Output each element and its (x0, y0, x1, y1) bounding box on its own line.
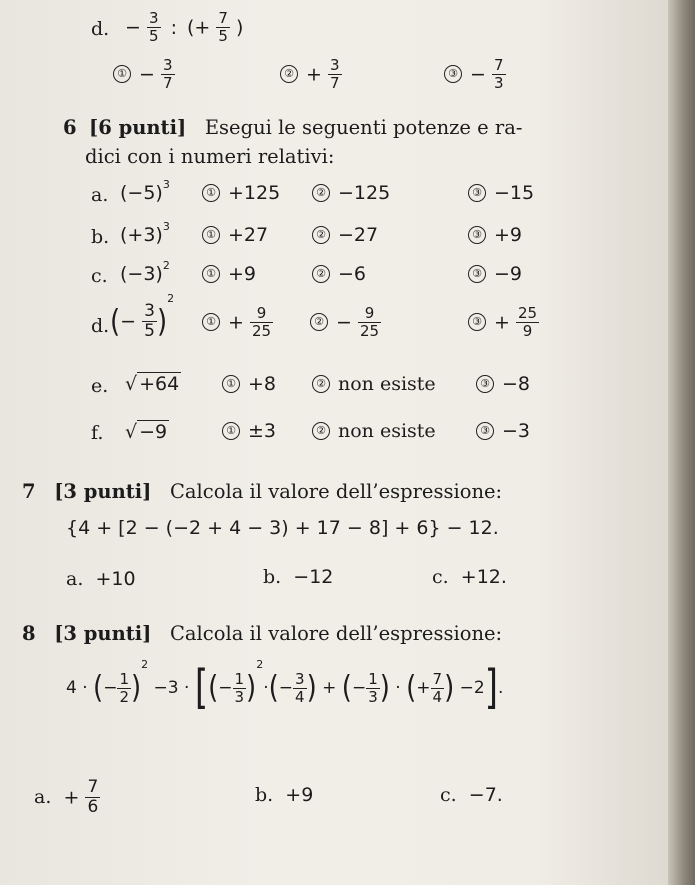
ex6d-option-2: ② − $\frac{9}{25}$ (310, 305, 381, 340)
ex7-expression: {4 + [2 − (−2 + 4 − 3) + 17 − 8] + 6} − 12. (66, 517, 499, 539)
ex5d-option-1: ① − $\frac{3}{7}$ (113, 57, 175, 92)
ex6c-option-1: ① +9 (202, 263, 256, 285)
ex5d-label: d. (91, 18, 110, 40)
ex6b-label: b. (91, 226, 110, 248)
ex6a-option-2: ② −125 (312, 182, 390, 204)
ex6b-option-1: ① +27 (202, 224, 268, 246)
ex7-answer-b: b. −12 (263, 566, 334, 588)
ex6e-option-1: ① +8 (222, 373, 276, 395)
ex6b-option-2: ② −27 (312, 224, 378, 246)
ex6b-expression: $(+3)^3$ (120, 220, 170, 246)
fraction: $\frac{3}{5}$ (148, 9, 159, 45)
ex7-answer-a: a. +10 (66, 568, 136, 590)
ex6c-option-2: ② −6 (312, 263, 366, 285)
ex6d-expression: (− $\frac{3}{5}$ )$^2$ (110, 292, 175, 341)
ex8-answer-c: c. −7. (440, 784, 503, 806)
ex6a-expression: $(-5)^3$ (120, 178, 170, 204)
ex6f-option-1: ① ±3 (222, 420, 276, 442)
ex6e-expression: √ +64 (125, 373, 180, 395)
ex7-heading: 7 [3 punti] Calcola il valore dell’espressione: (22, 480, 503, 503)
ex6e-option-3: ③ −8 (476, 373, 530, 395)
ex6f-label: f. (91, 422, 104, 444)
ex6-heading-cont: dici con i numeri relativi: (85, 145, 335, 168)
ex6c-expression: $(-3)^2$ (120, 259, 170, 285)
ex6d-option-1: ① + $\frac{9}{25}$ (202, 305, 273, 340)
ex6a-label: a. (91, 184, 109, 206)
ex6-heading: 6 [6 punti] Esegui le seguenti potenze e ra- (63, 116, 523, 139)
ex7-answer-c: c. +12. (432, 566, 507, 588)
ex6f-option-2: ② non esiste (312, 420, 436, 442)
page-edge (668, 0, 695, 885)
ex8-answer-b: b. +9 (255, 784, 314, 806)
ex6d-option-3: ③ + $\frac{25}{9}$ (468, 305, 539, 340)
ex8-answer-a: a. + $\frac{7}{6}$ (34, 777, 99, 817)
ex6e-label: e. (91, 375, 109, 397)
ex5d-expression: − $\frac{3}{5}$ : (+ $\frac{7}{5}$ ) (125, 9, 244, 45)
ex6c-option-3: ③ −9 (468, 263, 522, 285)
ex6b-option-3: ③ +9 (468, 224, 522, 246)
ex6e-option-2: ② non esiste (312, 373, 436, 395)
ex6a-option-1: ① +125 (202, 182, 280, 204)
ex8-expression: 4 · (− $\frac{1}{2}$ )$^2$ −3 · [(− $\frac{1}{3}$ )$^2$·(− $\frac{3}{4}$ ) + (− $\frac{1}{3}$ ) · (+ $\frac{7}{4}$ ) −2]. (66, 658, 504, 715)
ex5d-option-3: ③ − $\frac{7}{3}$ (444, 57, 506, 92)
fraction: $\frac{7}{5}$ (218, 9, 228, 45)
ex6f-option-3: ③ −3 (476, 420, 530, 442)
ex6a-option-3: ③ −15 (468, 182, 534, 204)
ex8-heading: 8 [3 punti] Calcola il valore dell’espressione: (22, 622, 503, 645)
ex6d-label: d. (91, 315, 110, 337)
ex6f-expression: √ −9 (125, 421, 168, 443)
ex6c-label: c. (91, 265, 108, 287)
ex5d-option-2: ② + $\frac{3}{7}$ (280, 57, 342, 92)
